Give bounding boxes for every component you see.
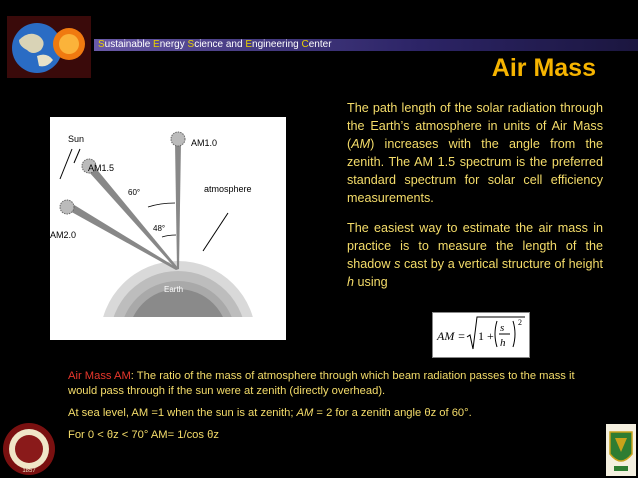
svg-text:1 +: 1 + xyxy=(478,329,494,343)
range-line: For 0 < θz < 70° AM= 1/cos θz xyxy=(68,429,219,441)
banner-text: Sustainable Energy Science and Engineering Center xyxy=(98,39,332,50)
body-text xyxy=(347,99,603,303)
svg-text:AM =: AM = xyxy=(437,329,466,343)
svg-text:h: h xyxy=(500,337,506,349)
am20-label: AM2.0 xyxy=(50,230,77,240)
angle-60-label: 60° xyxy=(128,188,141,197)
paragraph-2: The easiest way to estimate the air mass in practice is to measure the length of the shadow s cast by a vertical structure of height h using xyxy=(347,221,603,289)
sea-level-line: At sea level, AM =1 when the sun is at zenith; AM = 2 for a zenith angle θz of 60°. xyxy=(68,407,472,419)
definition-line: Air Mass AM: The ratio of the mass of atmosphere through which beam radiation passes to the mass it would pass through if the sun were at zenith (directly overhead). xyxy=(68,370,575,397)
notes xyxy=(68,369,588,450)
am10-label: AM1.0 xyxy=(191,138,218,148)
sun-am10-icon xyxy=(171,132,185,146)
svg-text:2: 2 xyxy=(518,318,522,327)
air-mass-formula xyxy=(432,312,530,358)
seal-year: 1857 xyxy=(22,468,36,474)
sun-label: Sun xyxy=(68,134,85,144)
svg-text:s: s xyxy=(500,322,505,334)
earth-label: Earth xyxy=(164,285,184,294)
university-seal-icon xyxy=(2,422,56,476)
paragraph-1: The path length of the solar radiation through the Earth’s atmosphere in units of Air Mass (AM) increases with the angle from the zenith. The AM 1.5 spectrum is the preferred standard spectrum for solar cell efficiency measurements. xyxy=(347,101,603,205)
crest-icon xyxy=(606,424,636,476)
am15-label: AM1.5 xyxy=(88,163,115,173)
sesec-logo xyxy=(7,16,91,78)
angle-48-label: 48° xyxy=(153,224,166,233)
atmosphere-label: atmosphere xyxy=(204,184,252,194)
air-mass-diagram xyxy=(50,117,286,340)
slide-title: Air Mass xyxy=(491,54,596,82)
sun-am20-icon xyxy=(60,200,74,214)
